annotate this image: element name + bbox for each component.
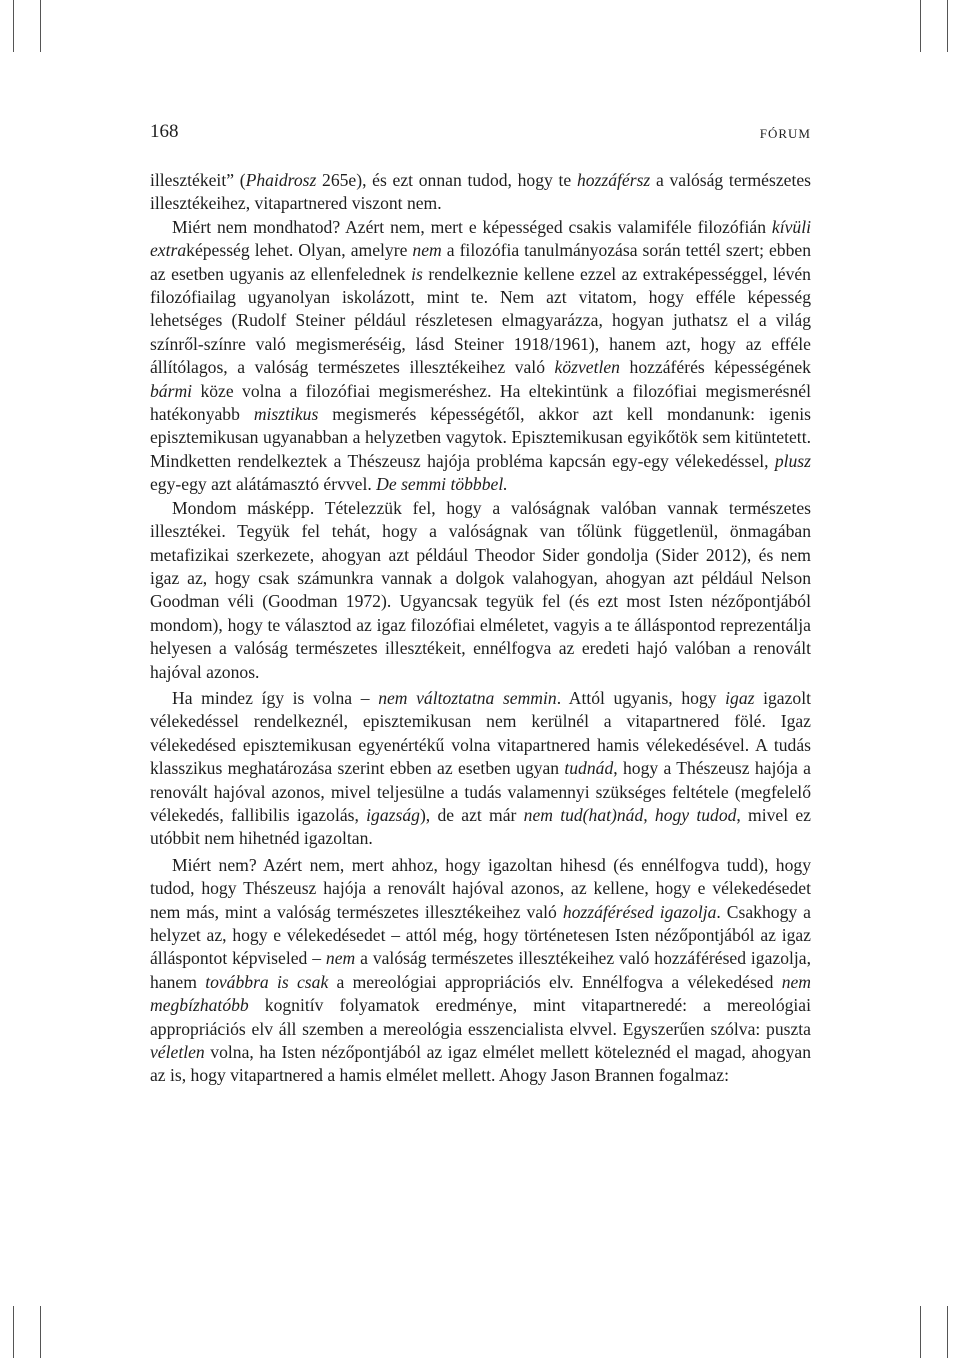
body-text [150, 169, 811, 1088]
text-run: ), de azt már [419, 804, 524, 825]
text-run: Miért nem mondhatod? Azért nem, mert e képességed csakis valamiféle filozófián [172, 216, 772, 237]
crop-mark [40, 1306, 41, 1358]
text-run: . Attól ugyanis, hogy [556, 687, 726, 708]
text-run: képesség lehet. Olyan, amelyre [186, 240, 413, 261]
crop-mark [920, 0, 921, 52]
text-run: igazolt vélekedéssel rendelkeznél, episztemikusan nem kerülnél a vitapartnered fölé. Igaz vélekedésed episztemikusan egyenértékű volna vitapartnered hamis vélekedésével. A tudás klasszikus meghatározása szerint ebben az esetben ugyan [150, 687, 811, 779]
italic-text: közvetlen [554, 357, 620, 378]
text-run: a filozófia tanulmányozása során tettél szert; ebben az esetben ugyanis az ellenfelednek [150, 240, 811, 284]
text-run: . Csakhogy a helyzet az, hogy e vélekedésedet – attól még, hogy történetesen Isten nézőpontjából az igaz álláspontot képviseled – [150, 901, 811, 969]
paragraph [150, 497, 811, 684]
text-run: köze volna a filozófiai megismeréshez. Ha eltekintünk a filozófiai megismerésnél hatékonyabb [150, 380, 811, 425]
running-head: FÓRUM [759, 126, 811, 141]
text-run: Ha mindez így is volna – [172, 687, 379, 708]
italic-text: nem tud(hat)nád, hogy tudod [523, 804, 737, 825]
italic-text: igazság [366, 804, 420, 825]
italic-text: hozzáférésed igazolja [562, 901, 717, 922]
italic-text: De semmi többbel. [376, 474, 508, 495]
page-header [150, 120, 811, 150]
crop-mark [920, 1306, 921, 1358]
paragraph [150, 216, 811, 497]
italic-text: Phaidrosz [245, 170, 317, 190]
italic-text: nem megbízhatóbb [150, 971, 811, 1016]
crop-mark [13, 1306, 14, 1358]
text-run: 265e), és ezt onnan tudod, hogy te [316, 170, 577, 190]
text-run: a valóság természetes illesztékeihez való hozzáférésed igazolja, hanem [150, 948, 811, 992]
text-run: , mivel ez utóbbit nem hihetnéd igazoltan. [150, 804, 811, 849]
italic-text: továbbra is csak [205, 971, 329, 992]
italic-text: nem [412, 240, 442, 261]
text-run: a valóság természetes illesztékeihez, vitapartnered viszont nem. [150, 170, 811, 214]
text-run: egy-egy azt alátámasztó érvvel. [150, 474, 377, 495]
crop-mark [40, 0, 41, 52]
text-run: Miért nem? Azért nem, mert ahhoz, hogy igazoltan hihesd (és ennélfogva tudd), hogy tudod, hogy Thészeusz hajója a renovált hajóval azonos, az kellene, hogy e vélekedésedet nem más, mint a valóság természetes illesztékeihez való [150, 854, 811, 922]
text-run: megismerés képességétől, akkor azt kell mondanunk: igenis episztemikusan ugyanabban a helyzetben vagytok. Episztemikusan egyikőtök sem kitüntetett. Mindketten rendelkeztek a Thészeusz hajója probléma kapcsán egy-egy vélekedéssel, [150, 404, 811, 471]
crop-mark [13, 0, 14, 52]
paragraph [150, 169, 811, 216]
text-run: kognitív folyamatok eredménye, mint vitapartneredé: a mereológiai appropriációs elv áll szemben a mereológia esszencialista elvvel. Egyszerűen szólva: puszta [150, 995, 811, 1039]
text-run: illesztékeit” ( [150, 170, 246, 190]
paragraph [150, 854, 811, 1088]
italic-text: is [411, 263, 423, 284]
text-run: hozzáférés képességének [619, 357, 811, 378]
text-run: a mereológiai appropriációs elv. Ennélfogva a vélekedésed [328, 971, 782, 992]
text-run: rendelkeznie kellene ezzel az extraképességgel, lévén filozófiailag ugyanolyan iskolázott, mint te. Nem azt vitatom, hogy efféle képesség lehetséges (Rudolf Steiner például részletesen elmagyarázza, hogyan juthatsz el a világ színről-színre való megismeréséig, lásd Steiner 1918/1961), hanem azt, hogy az efféle állítólagos, a valóság természetes illesztékeihez való [150, 263, 811, 378]
italic-text: nem változtatna semmin [378, 687, 557, 708]
italic-text: misztikus [253, 404, 319, 425]
paragraph [150, 687, 811, 851]
italic-text: nem [325, 948, 356, 969]
crop-mark [947, 1306, 948, 1358]
text-run: Mondom másképp. Tételezzük fel, hogy a valóságnak valóban vannak természetes illesztékei. Tegyük fel tehát, hogy a valóságnak van tőlünk függetlenül, önmagában metafizikai szerkezete, ahogyan azt például Theodor Sider gondolja (Sider 2012), és nem igaz az, hogy csak számunkra vannak a dolgok valahogyan, ahogyan azt például Nelson Goodman véli (Goodman 1972). Ugyancsak tegyük fel (és ezt most Isten nézőpontjából mondom), hogy te választod az igaz filozófiai elméletet, vagyis a te álláspontod reprezentálja helyesen a valóság természetes illesztékeit, ennélfogva az eredeti hajó valóban a renovált hajóval azonos. [150, 497, 811, 682]
italic-text: tudnád [564, 758, 614, 779]
italic-text: bármi [150, 380, 193, 401]
italic-text: igaz [725, 687, 755, 708]
text-run: , hogy a Thészeusz hajója a renovált hajóval azonos, mivel teljesülne a tudás valamennyi szükséges feltétele (megfelelő vélekedés, fallibilis igazolás, [150, 758, 811, 825]
italic-text: hozzáférsz [576, 170, 651, 190]
page-number: 168 [150, 121, 179, 142]
crop-mark [947, 0, 948, 52]
italic-text: kívüli extra [150, 216, 811, 261]
italic-text: plusz [774, 450, 811, 471]
text-run: volna, ha Isten nézőpontjából az igaz elmélet mellett köteleznéd el magad, ahogyan az is, hogy vitapartnered a hamis elmélet mellett. Ahogy Jason Brannen fogalmaz: [150, 1042, 811, 1086]
italic-text: véletlen [150, 1042, 205, 1063]
